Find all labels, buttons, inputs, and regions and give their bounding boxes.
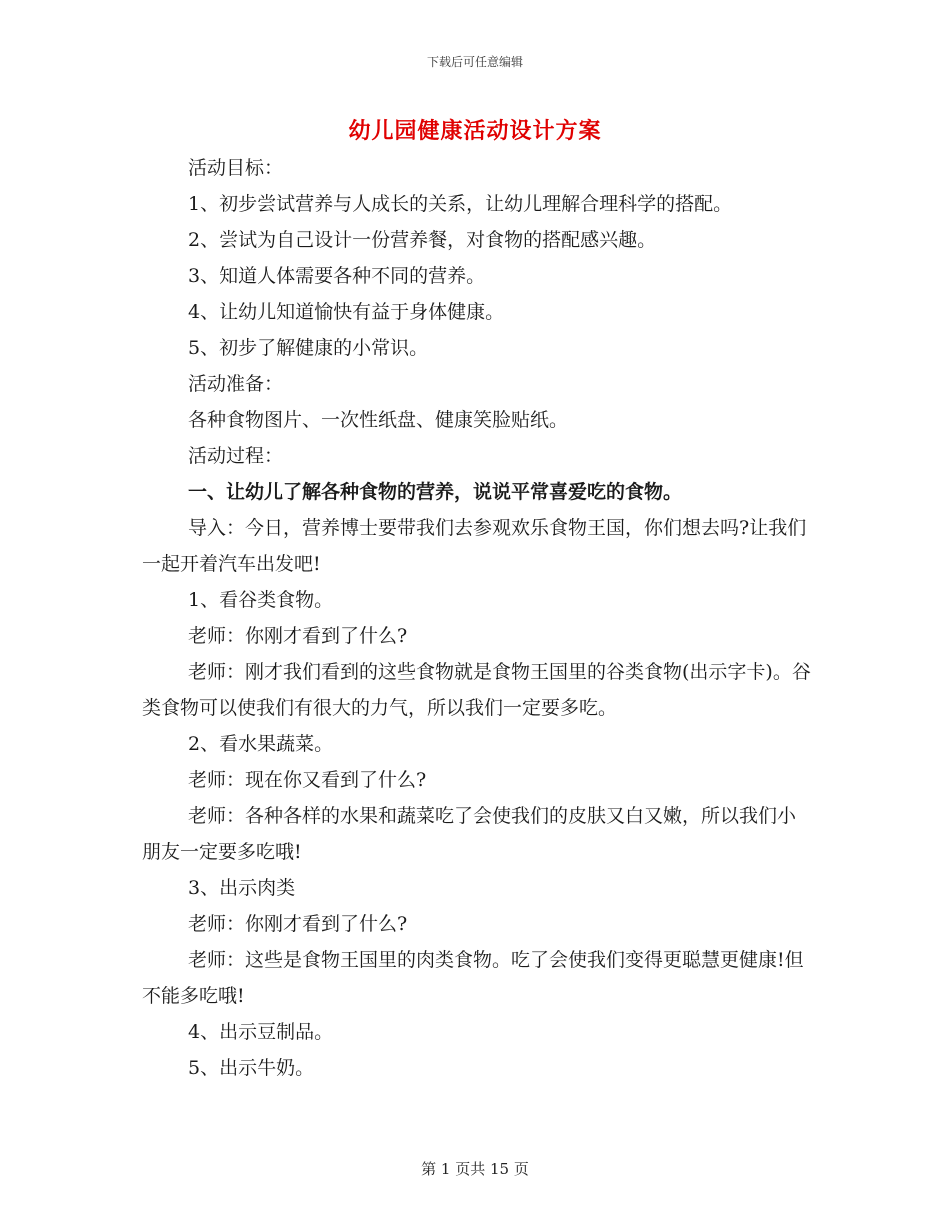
teacher-line: 老师：这些是食物王国里的肉类食物。吃了会使我们变得更聪慧更健康!但不能多吃哦! — [142, 949, 804, 1007]
goal-item: 3、知道人体需要各种不同的营养。 — [188, 265, 486, 287]
goal-item: 1、初步尝试营养与人成长的关系，让幼儿理解合理科学的搭配。 — [188, 193, 733, 215]
process-item: 1、看谷类食物。 — [188, 589, 334, 611]
page-footer: 第 1 页共 15 页 — [421, 1160, 529, 1178]
process-item: 2、看水果蔬菜。 — [188, 733, 334, 755]
section-heading-process: 活动过程： — [188, 445, 284, 467]
document-body — [142, 150, 812, 1086]
process-step-heading: 一、让幼儿了解各种食物的营养，说说平常喜爱吃的食物。 — [188, 481, 683, 503]
process-item: 3、出示肉类 — [188, 877, 296, 899]
section-heading-preparation: 活动准备： — [188, 373, 284, 395]
process-item: 4、出示豆制品。 — [188, 1021, 334, 1043]
teacher-line: 老师：你刚才看到了什么? — [188, 913, 408, 935]
document-title: 幼儿园健康活动设计方案 — [348, 118, 602, 144]
intro-paragraph: 导入：今日，营养博士要带我们去参观欢乐食物王国，你们想去吗?让我们一起开着汽车出发吧! — [142, 517, 807, 575]
preparation-text: 各种食物图片、一次性纸盘、健康笑脸贴纸。 — [188, 409, 569, 431]
teacher-line: 老师：各种各样的水果和蔬菜吃了会使我们的皮肤又白又嫩，所以我们小朋友一定要多吃哦! — [142, 805, 797, 863]
teacher-line: 老师：现在你又看到了什么? — [188, 769, 427, 791]
goal-item: 2、尝试为自己设计一份营养餐，对食物的搭配感兴趣。 — [188, 229, 657, 251]
section-heading-goals: 活动目标： — [188, 157, 284, 179]
goal-item: 5、初步了解健康的小常识。 — [188, 337, 429, 359]
process-item: 5、出示牛奶。 — [188, 1057, 315, 1079]
teacher-line: 老师：你刚才看到了什么? — [188, 625, 408, 647]
goal-item: 4、让幼儿知道愉快有益于身体健康。 — [188, 301, 505, 323]
teacher-line: 老师：刚才我们看到的这些食物就是食物王国里的谷类食物(出示字卡)。谷类食物可以使我们有很大的力气，所以我们一定要多吃。 — [142, 661, 811, 719]
header-note: 下载后可任意编辑 — [426, 55, 523, 69]
